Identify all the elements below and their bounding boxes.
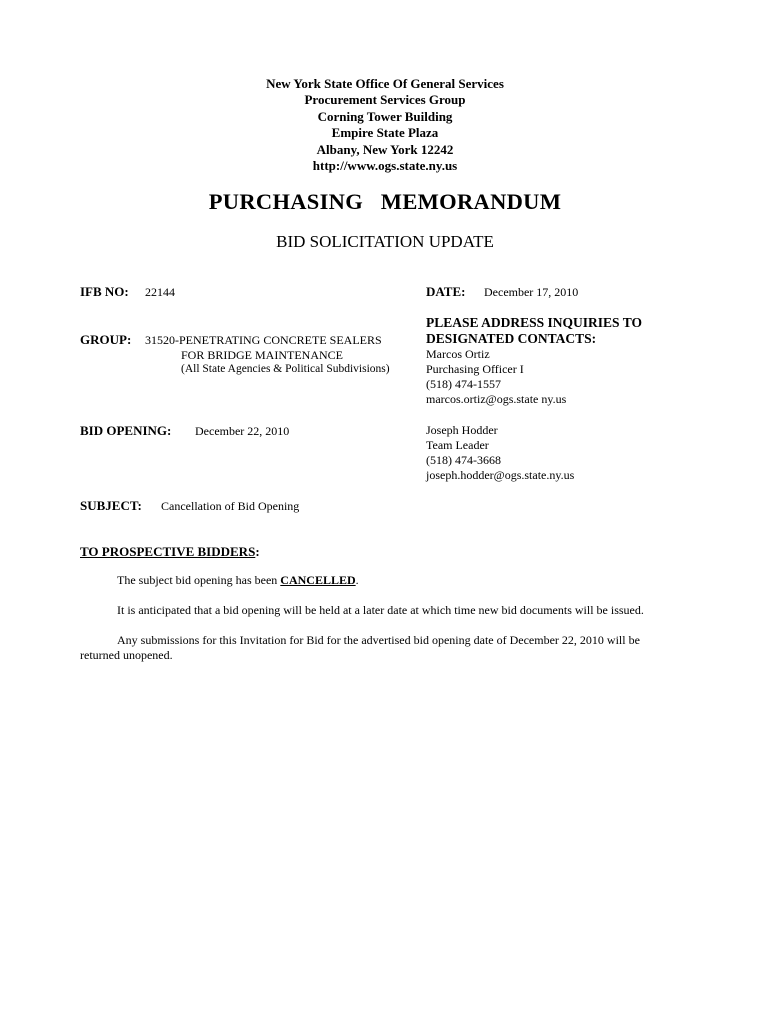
bid-opening-value: December 22, 2010 [195, 424, 290, 438]
bid-opening-label: BID OPENING: [80, 423, 172, 438]
contact-secondary-phone: (518) 474-3668 [426, 453, 501, 467]
letterhead-city: Albany, New York 12242 [316, 141, 454, 157]
contacts-heading-1: PLEASE ADDRESS INQUIRIES TO [426, 315, 642, 330]
contact-secondary-email: joseph.hodder@ogs.state.ny.us [426, 468, 575, 482]
ifb-value: 22144 [145, 285, 175, 299]
group-line-2: FOR BRIDGE MAINTENANCE [181, 348, 343, 362]
letterhead-agency: New York State Office Of General Services [266, 76, 504, 91]
body-p3-line-2: returned unopened. [80, 648, 173, 662]
contact-primary-email: marcos.ortiz@ogs.state ny.us [426, 392, 567, 406]
group-line-3: (All State Agencies & Political Subdivisions) [181, 363, 390, 375]
contact-secondary-title: Team Leader [426, 438, 489, 452]
body-paragraph-3 [80, 633, 640, 663]
contact-primary-title: Purchasing Officer I [426, 362, 524, 376]
contact-primary-phone: (518) 474-1557 [426, 377, 501, 391]
body-paragraph-1 [117, 573, 359, 588]
date-label: DATE: [426, 284, 466, 299]
body-heading-text: TO PROSPECTIVE BIDDERS [80, 544, 256, 559]
letterhead [0, 76, 770, 174]
subject-label: SUBJECT: [80, 498, 142, 513]
letterhead-plaza: Empire State Plaza [331, 125, 439, 141]
group-line-1: 31520-PENETRATING CONCRETE SEALERS [145, 333, 382, 347]
body-p1-text: The subject bid opening has been [117, 573, 281, 587]
contact-secondary-name: Joseph Hodder [426, 423, 498, 437]
contacts-secondary-block [426, 423, 574, 483]
contacts-block [426, 315, 642, 407]
subject-value: Cancellation of Bid Opening [161, 499, 300, 513]
letterhead-building: Corning Tower Building [317, 108, 453, 124]
ifb-label: IFB NO: [80, 284, 129, 299]
body-paragraph-2: It is anticipated that a bid opening will be held at a later date at which time new bid documents will be issued. [117, 603, 644, 617]
contact-primary-name: Marcos Ortiz [426, 347, 490, 361]
body-p1-end: . [355, 573, 359, 587]
memo-title: PURCHASING MEMORANDUM [208, 189, 562, 214]
body-p1-cancelled: CANCELLED [280, 573, 356, 587]
contacts-heading-2: DESIGNATED CONTACTS: [426, 331, 597, 346]
body-heading [80, 544, 260, 560]
letterhead-url: http://www.ogs.state.ny.us [312, 158, 458, 174]
memo-subtitle: BID SOLICITATION UPDATE [276, 232, 494, 251]
date-value: December 17, 2010 [484, 285, 579, 299]
body-p3-line-1: Any submissions for this Invitation for Bid for the advertised bid opening date of December 22, 2010 will be [117, 633, 640, 647]
group-label: GROUP: [80, 332, 132, 347]
body-heading-colon: : [255, 544, 260, 559]
letterhead-group: Procurement Services Group [304, 92, 466, 108]
